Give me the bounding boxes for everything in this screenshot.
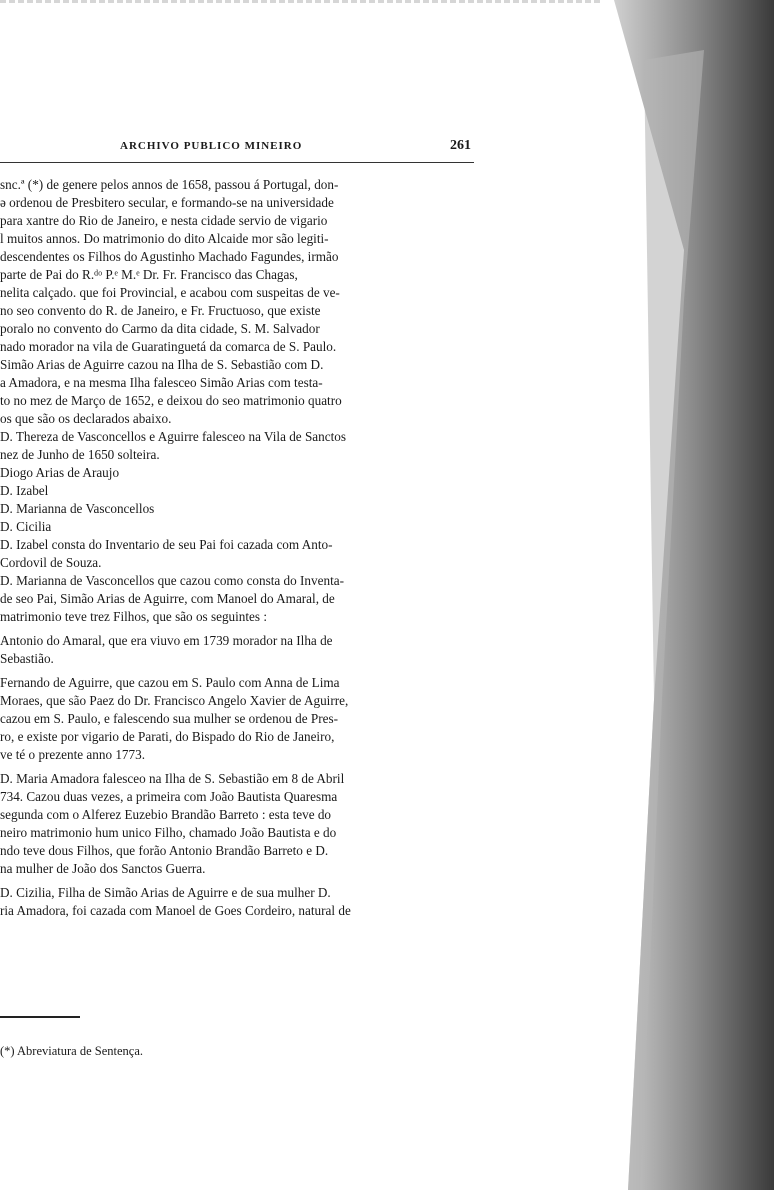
- text-line: Simão Arias de Aguirre cazou na Ilha de S. Sebastião com D.: [0, 357, 324, 372]
- text-line: Moraes, que são Paez do Dr. Francisco Angelo Xavier de Aguirre,: [0, 693, 349, 708]
- header-rule: [0, 162, 474, 163]
- text-line: ndo teve dous Filhos, que forão Antonio Brandão Barreto e D.: [0, 843, 329, 858]
- text-line: parte de Pai do R.ᵈᵒ P.ᵉ M.ᵉ Dr. Fr. Francisco das Chagas,: [0, 267, 298, 282]
- text-line: nado morador na vila de Guaratinguetá da comarca de S. Paulo.: [0, 339, 337, 354]
- text-line: matrimonio teve trez Filhos, que são os seguintes :: [0, 609, 268, 624]
- text-line: Fernando de Aguirre, que cazou em S. Paulo com Anna de Lima: [0, 675, 340, 690]
- text-line: no seo convento do R. de Janeiro, e Fr. Fructuoso, que existe: [0, 303, 321, 318]
- text-line: neiro matrimonio hum unico Filho, chamado João Bautista e do: [0, 825, 337, 840]
- text-line: D. Marianna de Vasconcellos: [0, 501, 155, 516]
- text-line: ro, e existe por vigario de Parati, do Bispado do Rio de Janeiro,: [0, 729, 335, 744]
- text-line: a Amadora, e na mesma Ilha falesceo Simão Arias com testa-: [0, 375, 323, 390]
- text-line: D. Thereza de Vasconcellos e Aguirre falesceo na Vila de Sanctos: [0, 429, 346, 444]
- footnote: (*) Abreviatura de Sentença.: [0, 1044, 143, 1058]
- text-line: D. Marianna de Vasconcellos que cazou como consta do Inventa-: [0, 573, 344, 588]
- text-line: D. Cicilia: [0, 519, 52, 534]
- text-line: D. Maria Amadora falesceo na Ilha de S. Sebastião em 8 de Abril: [0, 771, 345, 786]
- text-line: Cordovil de Souza.: [0, 555, 102, 570]
- text-line: D. Izabel consta do Inventario de seu Pai foi cazada com Anto-: [0, 537, 333, 552]
- text-line: snc.ª (*) de genere pelos annos de 1658, passou á Portugal, don-: [0, 177, 339, 192]
- text-line: Sebastião.: [0, 651, 54, 666]
- text-line: Antonio do Amaral, que era viuvo em 1739 morador na Ilha de: [0, 633, 333, 648]
- text-line: ria Amadora, foi cazada com Manoel de Goes Cordeiro, natural de: [0, 903, 351, 918]
- text-line: ə ordenou de Presbitero secular, e formando-se na universidade: [0, 195, 334, 210]
- text-line: descendentes os Filhos do Agustinho Machado Fagundes, irmão: [0, 249, 339, 264]
- text-line: segunda com o Alferez Euzebio Brandão Barreto : esta teve do: [0, 807, 332, 822]
- text-line: Diogo Arias de Araujo: [0, 465, 120, 480]
- text-line: cazou em S. Paulo, e falescendo sua mulher se ordenou de Pres-: [0, 711, 339, 726]
- text-line: de seo Pai, Simão Arias de Aguirre, com Manoel do Amaral, de: [0, 591, 335, 606]
- text-line: nez de Junho de 1650 solteira.: [0, 447, 160, 462]
- text-line: os que são os declarados abaixo.: [0, 411, 172, 426]
- text-line: D. Cizilia, Filha de Simão Arias de Aguirre e de sua mulher D.: [0, 885, 331, 900]
- text-line: poralo no convento do Carmo da dita cidade, S. M. Salvador: [0, 321, 320, 336]
- text-line: l muitos annos. Do matrimonio do dito Alcaide mor são legiti-: [0, 231, 329, 246]
- text-line: D. Izabel: [0, 483, 49, 498]
- top-edge-rule: [0, 0, 600, 3]
- text-line: na mulher de João dos Sanctos Guerra.: [0, 861, 206, 876]
- book-spine-shadow: [614, 0, 774, 1190]
- text-line: 734. Cazou duas vezes, a primeira com João Bautista Quaresma: [0, 789, 338, 804]
- running-head: [0, 140, 474, 164]
- text-line: para xantre do Rio de Janeiro, e nesta cidade servio de vigario: [0, 213, 328, 228]
- footnote-rule: [0, 1016, 80, 1018]
- body-text: [0, 176, 476, 920]
- text-line: to no mez de Março de 1652, e deixou do seo matrimonio quatro: [0, 393, 342, 408]
- running-head-title: ARCHIVO PUBLICO MINEIRO: [120, 140, 303, 152]
- text-line: ve té o prezente anno 1773.: [0, 747, 146, 762]
- page-number: 261: [450, 138, 471, 153]
- text-line: nelita calçado. que foi Provincial, e acabou com suspeitas de ve-: [0, 285, 340, 300]
